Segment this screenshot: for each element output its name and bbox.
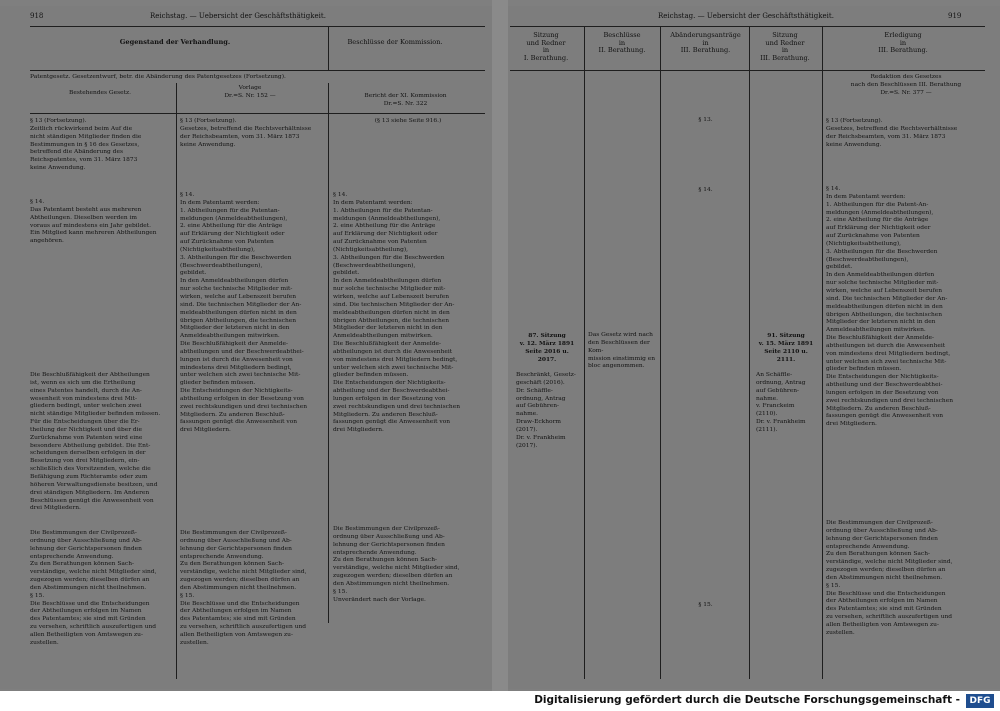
subhead-vorlage: Vorlage Dr.=S. Nr. 152 — bbox=[224, 85, 276, 99]
funding-notice: Digitalisierung gefördert durch die Deutsche Forschungsgemeinschaft - bbox=[534, 694, 960, 706]
column-title-beschluesse: Beschlüsse der Kommission. bbox=[347, 38, 443, 46]
rule bbox=[30, 70, 485, 71]
gesetz-para-14: § 14. Das Patentamt besteht aus mehreren Abtheilungen. Dieselben werden im voraus auf mindestens ein Jahr gebildet. Ein Mitglied kann mehreren Abtheilungen angehören. bbox=[30, 199, 157, 245]
redaktion-para-13: § 13 (Fortsetzung). Gesetzes, betreffend die Rechtsverhältnisse der Reichsbeamten, vom 31. März 1873 keine Anwendung. bbox=[826, 118, 958, 148]
column-title-gegenstand: Gegenstand der Verhandlung. bbox=[119, 38, 231, 46]
rule bbox=[30, 26, 485, 27]
redner-91: An Schäffle- ordnung, Antrag auf Gebühren- nahme. v. Franckeim (2110). Dr. v. Frankheim (2111). bbox=[756, 372, 806, 433]
vorlage-para-13: § 13 (Fortsetzung). Gesetzes, betreffend die Rechtsverhältnisse der Reichsbeamten, vom 31. März 1873 keine Anwendung. bbox=[180, 118, 312, 148]
sitzung-87: 87. Sitzung v. 12. März 1891 Seite 2016 u. 2017. bbox=[519, 332, 575, 363]
left-page bbox=[0, 6, 492, 689]
vorlage-para-15: Die Bestimmungen der Civilprozeß- ordnung über Ausschließung und Ab- lehnung der Gerichtspersonen finden entsprechende Anwendung. Zu den Berathungen können Sach- verständige, welche nicht Mitglieder sind, zugezogen werden; dieselben dürfen an den Abstimmungen nicht theilnehmen. § 15. Die Beschlüsse und die Entscheidungen der Abtheilungen erfolgen im Namen des Patentamtes; sie sind mit Gründen zu versehen, schriftlich auszufertigen und allen Betheiligten von Amtswegen zu- zustellen. bbox=[180, 530, 307, 646]
column-title-sitzung-1: Sitzung und Redner in I. Berathung. bbox=[523, 31, 569, 62]
column-title-beschluesse-2: Beschlüsse in II. Berathung. bbox=[598, 31, 646, 55]
gesetz-para-15: Die Bestimmungen der Civilprozeß- ordnung über Ausschließung und Ab- lehnung der Gerichtspersonen finden entsprechende Anwendung. Zu den Berathungen können Sach- verständige, welche nicht Mitglieder sind, zugezogen werden; dieselben dürfen an den Abstimmungen nicht theilnehmen. § 15. Die Beschlüsse und die Entscheidungen der Abtheilungen erfolgen im Namen des Patentamtes; sie sind mit Gründen zu versehen, schriftlich auszufertigen und allen Betheiligten von Amtswegen zu- zustellen. bbox=[30, 530, 157, 646]
vorlage-para-14: § 14. In dem Patentamt werden: 1. Abtheilungen für die Patentan- meldungen (Anmeldeabtheilungen), 2. eine Abtheilung für die Anträge auf Erklärung der Nichtigkeit oder auf Zurücknahme von Patenten (Nichtigkeitsabtheilung), 3. Abtheilungen für die Beschwerden (Beschwerdeabtheilungen), gebildet. In den Anmeldeabtheilungen dürfen nur solche technische Mitglieder mit- wirken, welche auf Lebenszeit berufen sind. Die technischen Mitglieder der An- meldeabtheilungen dürfen nicht in den übrigen Abtheilungen, die technischen Mitglieder der letzteren nicht in den Anmeldeabtheilungen mitwirken. Die Beschlußfähigkeit der Anmelde- abtheilungen und der Beschwerdeabthei- lungen ist durch die Anwesenheit von mindestens drei Mitgliedern bedingt, unter welchen sich zwei technische Mit- glieder befinden müssen. Die Entscheidungen der Nichtigkeits- abtheilung erfolgen in der Besetzung von zwei rechtskundigen und drei technischen Mitgliedern. Zu anderen Beschluß- fassungen genügt die Anwesenheit von drei Mitgliedern. bbox=[180, 192, 307, 434]
dfg-logo-icon: DFG bbox=[966, 694, 994, 708]
column-title-abaenderung-3: Abänderungsanträge in III. Berathung. bbox=[670, 31, 741, 55]
column-divider bbox=[660, 26, 661, 679]
abaenderung-para-15: § 15. bbox=[698, 602, 713, 608]
abaenderung-para-14: § 14. bbox=[698, 187, 713, 193]
redaktion-para-15: Die Bestimmungen der Civilprozeß- ordnung über Ausschließung und Ab- lehnung der Gerichtspersonen finden entsprechende Anwendung. Zu den Berathungen können Sach- verständige, welche nicht Mitglieder sind, zugezogen werden; dieselben dürfen an den Abstimmungen nicht theilnehmen. § 15. Die Beschlüsse und die Entscheidungen der Abtheilungen erfolgen im Namen des Patentamtes; sie sind mit Gründen zu versehen, schriftlich auszufertigen und allen Betheiligten von Amtswegen zu- zustellen. bbox=[826, 520, 953, 636]
column-divider bbox=[749, 26, 750, 679]
subhead-bericht: Bericht der XI. Kommission Dr.=S. Nr. 322 bbox=[364, 93, 447, 107]
rule bbox=[510, 70, 985, 71]
footer-bar bbox=[0, 691, 1000, 711]
redaktion-heading: Redaktion des Gesetzes nach den Beschlüssen III. Berathung Dr.=S. Nr. 377 — bbox=[850, 74, 962, 96]
running-head-left: Reichstag. — Uebersicht der Geschäftsthätigkeit. bbox=[150, 12, 326, 20]
bericht-para-14: § 14. In dem Patentamt werden: 1. Abtheilungen für die Patentan- meldungen (Anmeldeabtheilungen), 2. eine Abtheilung für die Anträge auf Erklärung der Nichtigkeit oder auf Zurücknahme von Patenten (Nichtigkeitsabtheilung), 3. Abtheilungen für die Beschwerden (Beschwerdeabtheilungen), gebildet. In den Anmeldeabtheilungen dürfen nur solche technische Mitglieder mit- wirken, welche auf Lebenszeit berufen sind. Die technischen Mitglieder der An- meldeabtheilungen dürfen nicht in den übrigen Abtheilungen, die technischen Mitglieder der letzteren nicht in den Anmeldeabtheilungen mitwirken. Die Beschlußfähigkeit der Anmelde- abtheilungen ist durch die Anwesenheit von mindestens drei Mitgliedern bedingt, unter welchen sich zwei technische Mit- glieder befinden müssen. Die Entscheidungen der Nichtigkeits- abtheilung und der Beschwerdeabthei- lungen erfolgen in der Besetzung von zwei rechtskundigen und drei technischen Mitgliedern. Zu anderen Beschluß- fassungen genügt die Anwesenheit von drei Mitgliedern. bbox=[333, 192, 460, 434]
running-head-right: Reichstag. — Uebersicht der Geschäftsthätigkeit. bbox=[658, 12, 834, 20]
redaktion-para-14: § 14. In dem Patentamt werden: 1. Abtheilungen für die Patent-An- meldungen (Anmeldeabtheilungen), 2. eine Abtheilung für die Anträge auf Erklärung der Nichtigkeit oder auf Zurücknahme von Patenten (Nichtigkeitsabtheilung), 3. Abtheilungen für die Beschwerden (Beschwerdeabtheilungen), gebildet. In den Anmeldeabtheilungen dürfen nur solche technische Mitglieder mit- wirken, welche auf Lebenszeit berufen sind. Die technischen Mitglieder der An- meldeabtheilungen dürfen nicht in den übrigen Abtheilungen, die technischen Mitglieder der letzteren nicht in den Anmeldeabtheilungen mitwirken. Die Beschlußfähigkeit der Anmelde- abtheilungen ist durch die Anwesenheit von mindestens drei Mitgliedern bedingt, unter welchen sich zwei technische Mit- glieder befinden müssen. Die Entscheidungen der Nichtigkeits- abtheilung und der Beschwerdeabthei- lungen erfolgen in der Besetzung von zwei rechtskundigen und drei technischen Mitgliedern. Zu anderen Beschluß- fassungen genügt die Anwesenheit von drei Mitgliedern. bbox=[826, 186, 953, 428]
column-title-sitzung-3: Sitzung und Redner in III. Berathung. bbox=[760, 31, 810, 62]
column-title-erledigung: Erledigung in III. Berathung. bbox=[878, 31, 928, 55]
bericht-para-13: (§ 13 siehe Seite 916.) bbox=[374, 118, 442, 124]
gesetz-para-13: § 13 (Fortsetzung). Zeitlich rückwirkend beim Auf die nicht ständigen Mitglieder finden die Bestimmungen in § 16 des Gesetzes, betreffend die Abänderung des Reichspatentes, vom 31. März 1873 keine Anwendung. bbox=[30, 118, 142, 172]
redner-87: Beschränkt, Gesetz- geschäft (2016). Dr. Schäffle- ordnung, Antrag auf Gebühren- nahme. Draw-Eckhorm (2017). Dr. v. Frankheim (2017). bbox=[516, 372, 576, 449]
abaenderung-para-13: § 13. bbox=[698, 117, 713, 123]
column-divider bbox=[328, 83, 329, 623]
gesetz-para-14-cont: Die Beschlußfähigkeit der Abtheilungen ist, wenn es sich um die Ertheilung eines Patentes handelt, durch die An- wesenheit von mindestens drei Mit- gliedern bedingt, unter welchen zwei nicht ständige Mitglieder befinden müssen. Für die Entscheidungen über die Er- theilung der Nichtigkeit und über die Zurücknahme von Patenten wird eine besondere Abtheilung gebildet. Die Ent- scheidungen derselben erfolgen in der Besetzung von drei Mitgliedern, ein- schließlich des Vorsitzenden, welche die Befähigung zum Richteramte oder zum höheren Verwaltungsdienste besitzen, und drei ständigen Mitgliedern. Im Anderen Beschlüssen genügt die Anwesenheit von drei Mitgliedern. bbox=[30, 372, 161, 512]
column-divider bbox=[822, 26, 823, 679]
column-divider bbox=[328, 26, 329, 70]
rule bbox=[30, 113, 485, 114]
gutter bbox=[492, 0, 508, 700]
column-divider bbox=[176, 83, 177, 679]
page-number-left: 918 bbox=[30, 12, 44, 20]
page-number-right: 919 bbox=[948, 12, 962, 20]
rule bbox=[510, 26, 985, 27]
bericht-para-15: Die Bestimmungen der Civilprozeß- ordnung über Ausschließung und Ab- lehnung der Gerichtspersonen finden entsprechende Anwendung. Zu den Berathungen können Sach- verständige, welche nicht Mitglieder sind, zugezogen werden; dieselben dürfen an den Abstimmungen nicht theilnehmen. § 15. Unverändert nach der Vorlage. bbox=[333, 526, 460, 603]
right-page bbox=[508, 6, 1000, 689]
beschluss-ii-berathung: Das Gesetz wird nach den Beschlüssen der Kom- mission einstimmig en bloc angenommen. bbox=[588, 332, 656, 370]
subhead-gesetz: Bestehendes Gesetz. bbox=[69, 90, 131, 96]
sitzung-91: 91. Sitzung v. 15. März 1891 Seite 2110 u. 2111. bbox=[758, 332, 814, 363]
topic-line: Patentgesetz. Gesetzentwurf, betr. die Abänderung des Patentgesetzes (Fortsetzung). bbox=[30, 74, 286, 80]
column-divider bbox=[584, 26, 585, 679]
